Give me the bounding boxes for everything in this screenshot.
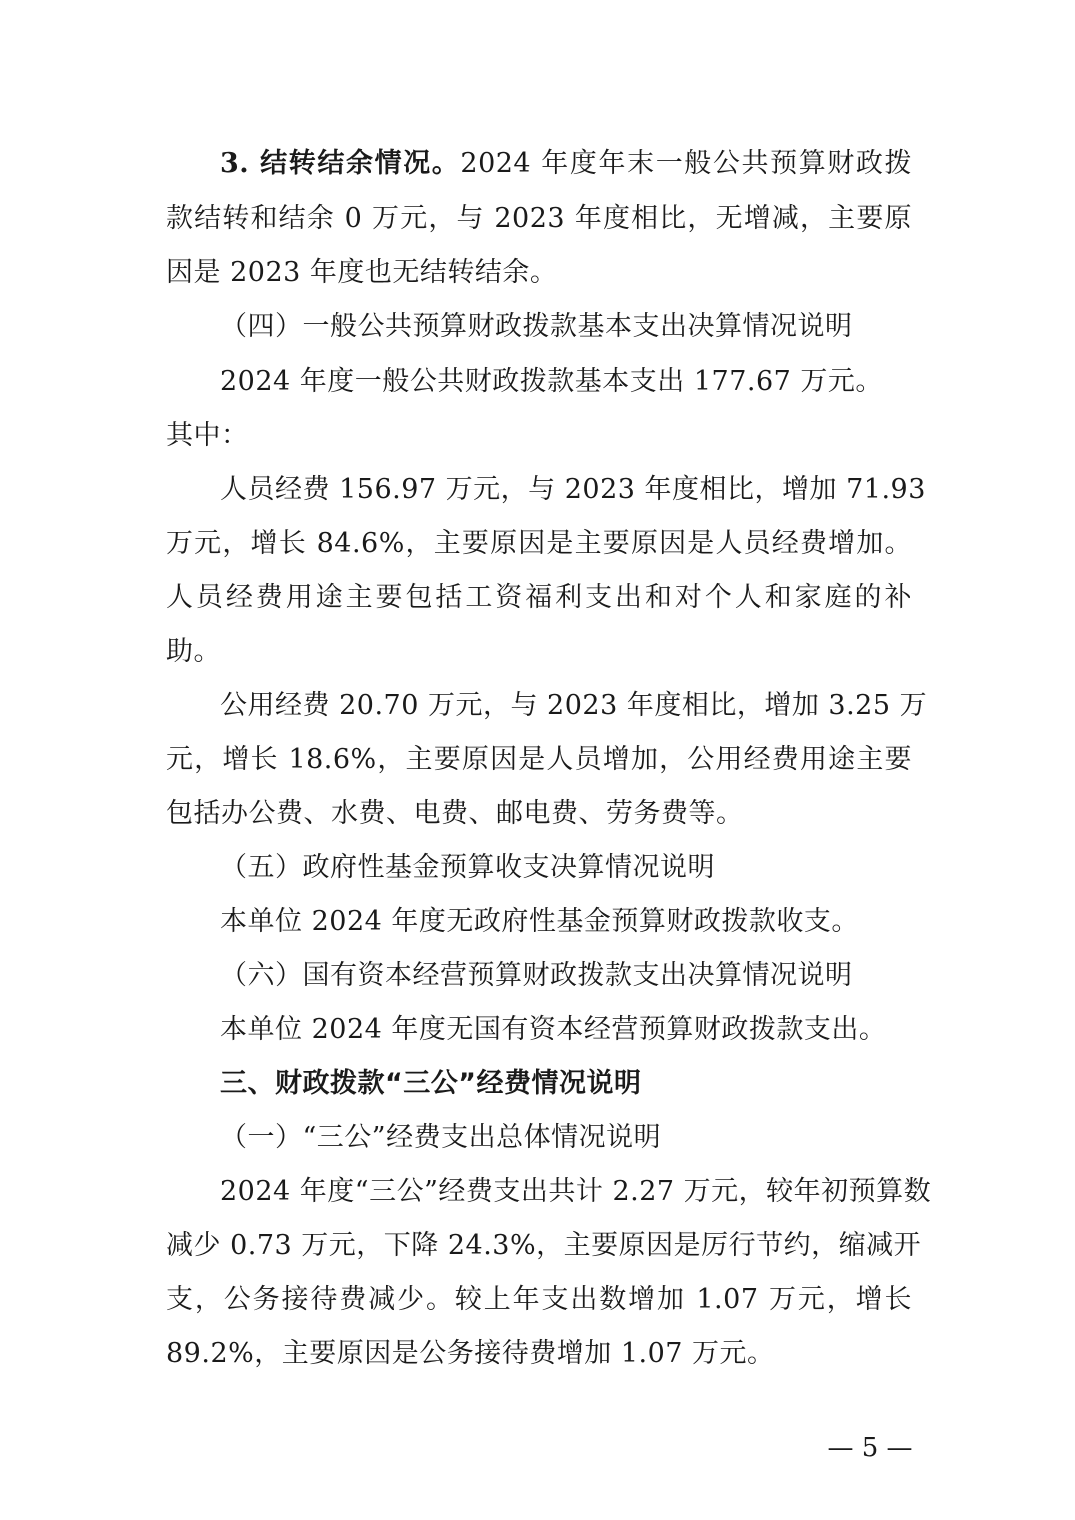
part-3-line-2: 减少 0.73 万元，下降 24.3%，主要原因是厉行节约，缩减开 bbox=[166, 1230, 922, 1261]
part-3-heading: 三、财政拨款“三公”经费情况说明 bbox=[220, 1068, 642, 1099]
section-5-heading: （五）政府性基金预算收支决算情况说明 bbox=[220, 852, 715, 883]
section-6-heading: （六）国有资本经营预算财政拨款支出决算情况说明 bbox=[220, 960, 853, 991]
part-3-line-4: 89.2%，主要原因是公务接待费增加 1.07 万元。 bbox=[166, 1338, 775, 1369]
part-3-line-3: 支，公务接待费减少。较上年支出数增加 1.07 万元，增长 bbox=[166, 1284, 912, 1315]
part-3-subheading: （一）“三公”经费支出总体情况说明 bbox=[220, 1122, 662, 1153]
carryover-line-3: 因是 2023 年度也无结转结余。 bbox=[166, 257, 558, 288]
section-4-para-3-line-3: 包括办公费、水费、电费、邮电费、劳务费等。 bbox=[166, 798, 744, 829]
carryover-line-1 bbox=[220, 146, 912, 182]
section-4-para-2-line-3: 人员经费用途主要包括工资福利支出和对个人和家庭的补 bbox=[166, 582, 912, 613]
section-4-heading: （四）一般公共预算财政拨款基本支出决算情况说明 bbox=[220, 311, 853, 342]
section-4-para-3-line-1: 公用经费 20.70 万元，与 2023 年度相比，增加 3.25 万 bbox=[220, 690, 928, 721]
section-4-para-2-line-1: 人员经费 156.97 万元，与 2023 年度相比，增加 71.93 bbox=[220, 474, 926, 505]
section-4-para-2-line-4: 助。 bbox=[166, 636, 221, 667]
section-4-para-1-line-2: 其中： bbox=[166, 420, 249, 451]
section-4-para-2-line-2: 万元，增长 84.6%，主要原因是主要原因是人员经费增加。 bbox=[166, 528, 912, 559]
carryover-line-2: 款结转和结余 0 万元，与 2023 年度相比，无增减，主要原 bbox=[166, 203, 912, 234]
carryover-text: 2024 年度年末一般公共预算财政拨 bbox=[460, 148, 912, 179]
section-6-text: 本单位 2024 年度无国有资本经营预算财政拨款支出。 bbox=[220, 1014, 887, 1045]
section-4-para-1-line-1: 2024 年度一般公共财政拨款基本支出 177.67 万元。 bbox=[220, 366, 883, 397]
part-3-line-1: 2024 年度“三公”经费支出共计 2.27 万元，较年初预算数 bbox=[220, 1176, 932, 1207]
carryover-label: 3. 结转结余情况。 bbox=[220, 148, 461, 179]
section-4-para-3-line-2: 元，增长 18.6%，主要原因是人员增加，公用经费用途主要 bbox=[166, 744, 912, 775]
section-5-text: 本单位 2024 年度无政府性基金预算财政拨款收支。 bbox=[220, 906, 859, 937]
page-number: — 5 — bbox=[827, 1433, 913, 1463]
